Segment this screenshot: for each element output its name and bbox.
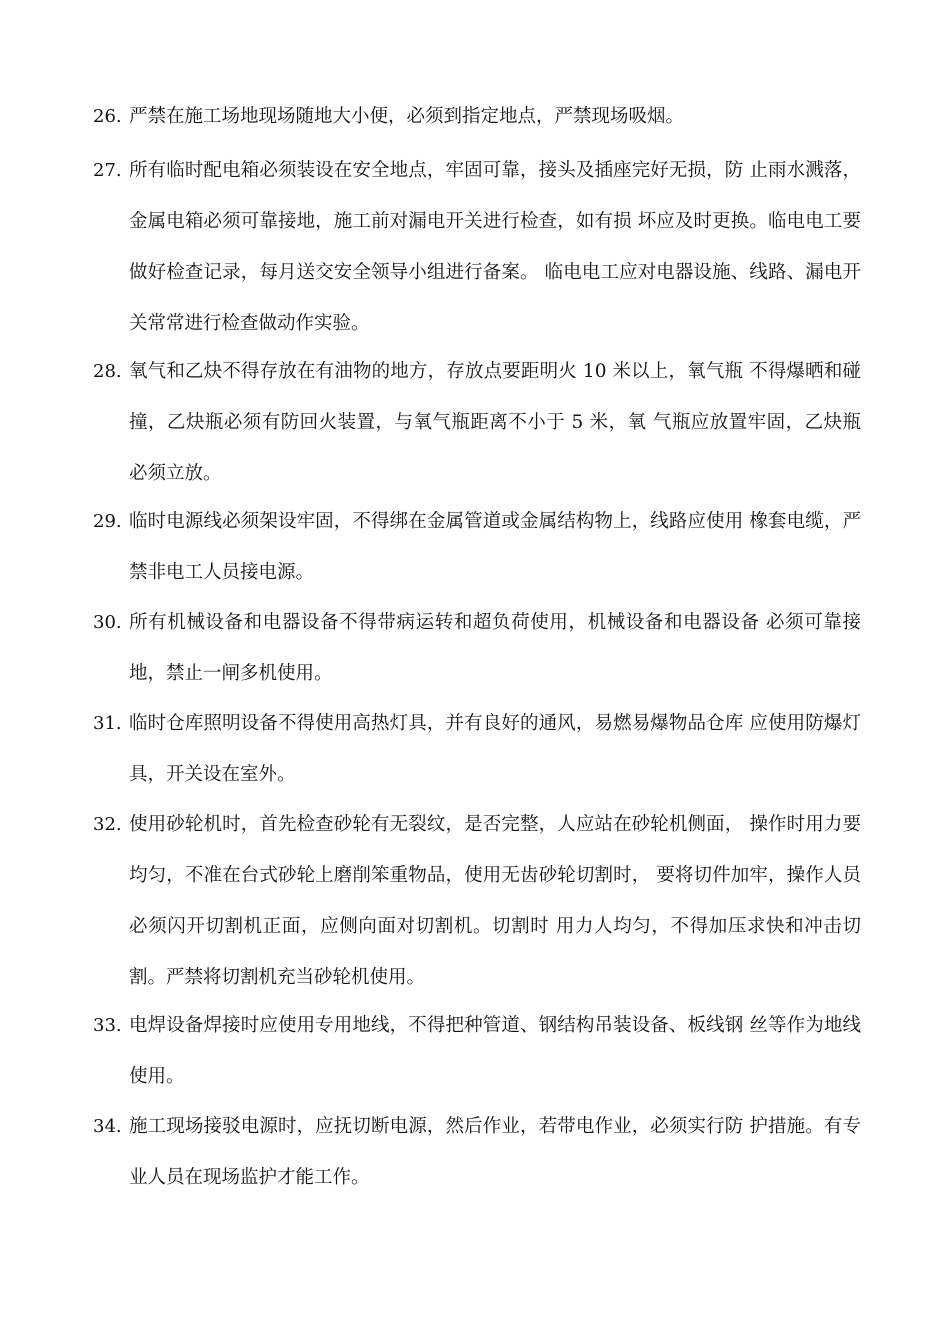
item-text: 氧气和乙炔不得存放在有油物的地方，存放点要距明火 10 米以上，氧气瓶 不得爆晒和碰撞，乙炔瓶必须有防回火装置，与氧气瓶距离不小于 5 米，氧 气瓶应放置牢固，乙炔瓶必须立放。 xyxy=(129,361,861,484)
item-text: 电焊设备焊接时应使用专用地线，不得把种管道、钢结构吊装设备、板线钢 丝等作为地线使用。 xyxy=(129,1015,861,1087)
item-number: 28. xyxy=(93,361,122,382)
item-number: 31. xyxy=(93,713,122,734)
item-number: 32. xyxy=(93,814,122,835)
list-item xyxy=(93,799,861,1003)
item-text: 使用砂轮机时，首先检查砂轮有无裂纹，是否完整，人应站在砂轮机侧面， 操作时用力要均匀，不准在台式砂轮上磨削笨重物品，使用无齿砂轮切割时， 要将切件加牢，操作人员必须闪开切割机正面，应侧向面对切割机。切割时 用力人均匀，不得加压求快和冲击切割。严禁将切割机充当砂轮机使用。 xyxy=(129,814,861,988)
list-item xyxy=(93,346,861,499)
item-number: 34. xyxy=(93,1116,122,1137)
list-item xyxy=(93,597,861,699)
item-number: 30. xyxy=(93,612,122,633)
list-item xyxy=(93,698,861,800)
item-text: 所有机械设备和电器设备不得带病运转和超负荷使用，机械设备和电器设备 必须可靠接地，禁止一闸多机使用。 xyxy=(129,612,861,684)
list-item xyxy=(93,91,861,142)
item-text: 施工现场接驳电源时，应抚切断电源，然后作业，若带电作业，必须实行防 护措施。有专业人员在现场监护才能工作。 xyxy=(129,1116,861,1188)
item-text: 严禁在施工场地现场随地大小便，必须到指定地点，严禁现场吸烟。 xyxy=(129,106,685,127)
item-number: 26. xyxy=(93,106,122,127)
item-number: 27. xyxy=(93,160,122,181)
list-item xyxy=(93,1000,861,1102)
item-text: 临时仓库照明设备不得使用高热灯具，并有良好的通风，易燃易爆物品仓库 应使用防爆灯具，开关设在室外。 xyxy=(129,713,861,785)
item-text: 所有临时配电箱必须装设在安全地点，牢固可靠，接头及插座完好无损，防 止雨水溅落，金属电箱必须可靠接地，施工前对漏电开关进行检查，如有损 坏应及时更换。临电电工要做好检查记录，每月送交安全领导小组进行备案。 临电电工应对电器设施、线路、漏电开关常常进行检查做动作实验。 xyxy=(129,160,861,334)
list-item xyxy=(93,1101,861,1203)
list-item xyxy=(93,496,861,598)
item-number: 29. xyxy=(93,511,122,532)
item-number: 33. xyxy=(93,1015,122,1036)
list-item xyxy=(93,145,861,349)
item-text: 临时电源线必须架设牢固，不得绑在金属管道或金属结构物上，线路应使用 橡套电缆，严禁非电工人员接电源。 xyxy=(129,511,861,583)
